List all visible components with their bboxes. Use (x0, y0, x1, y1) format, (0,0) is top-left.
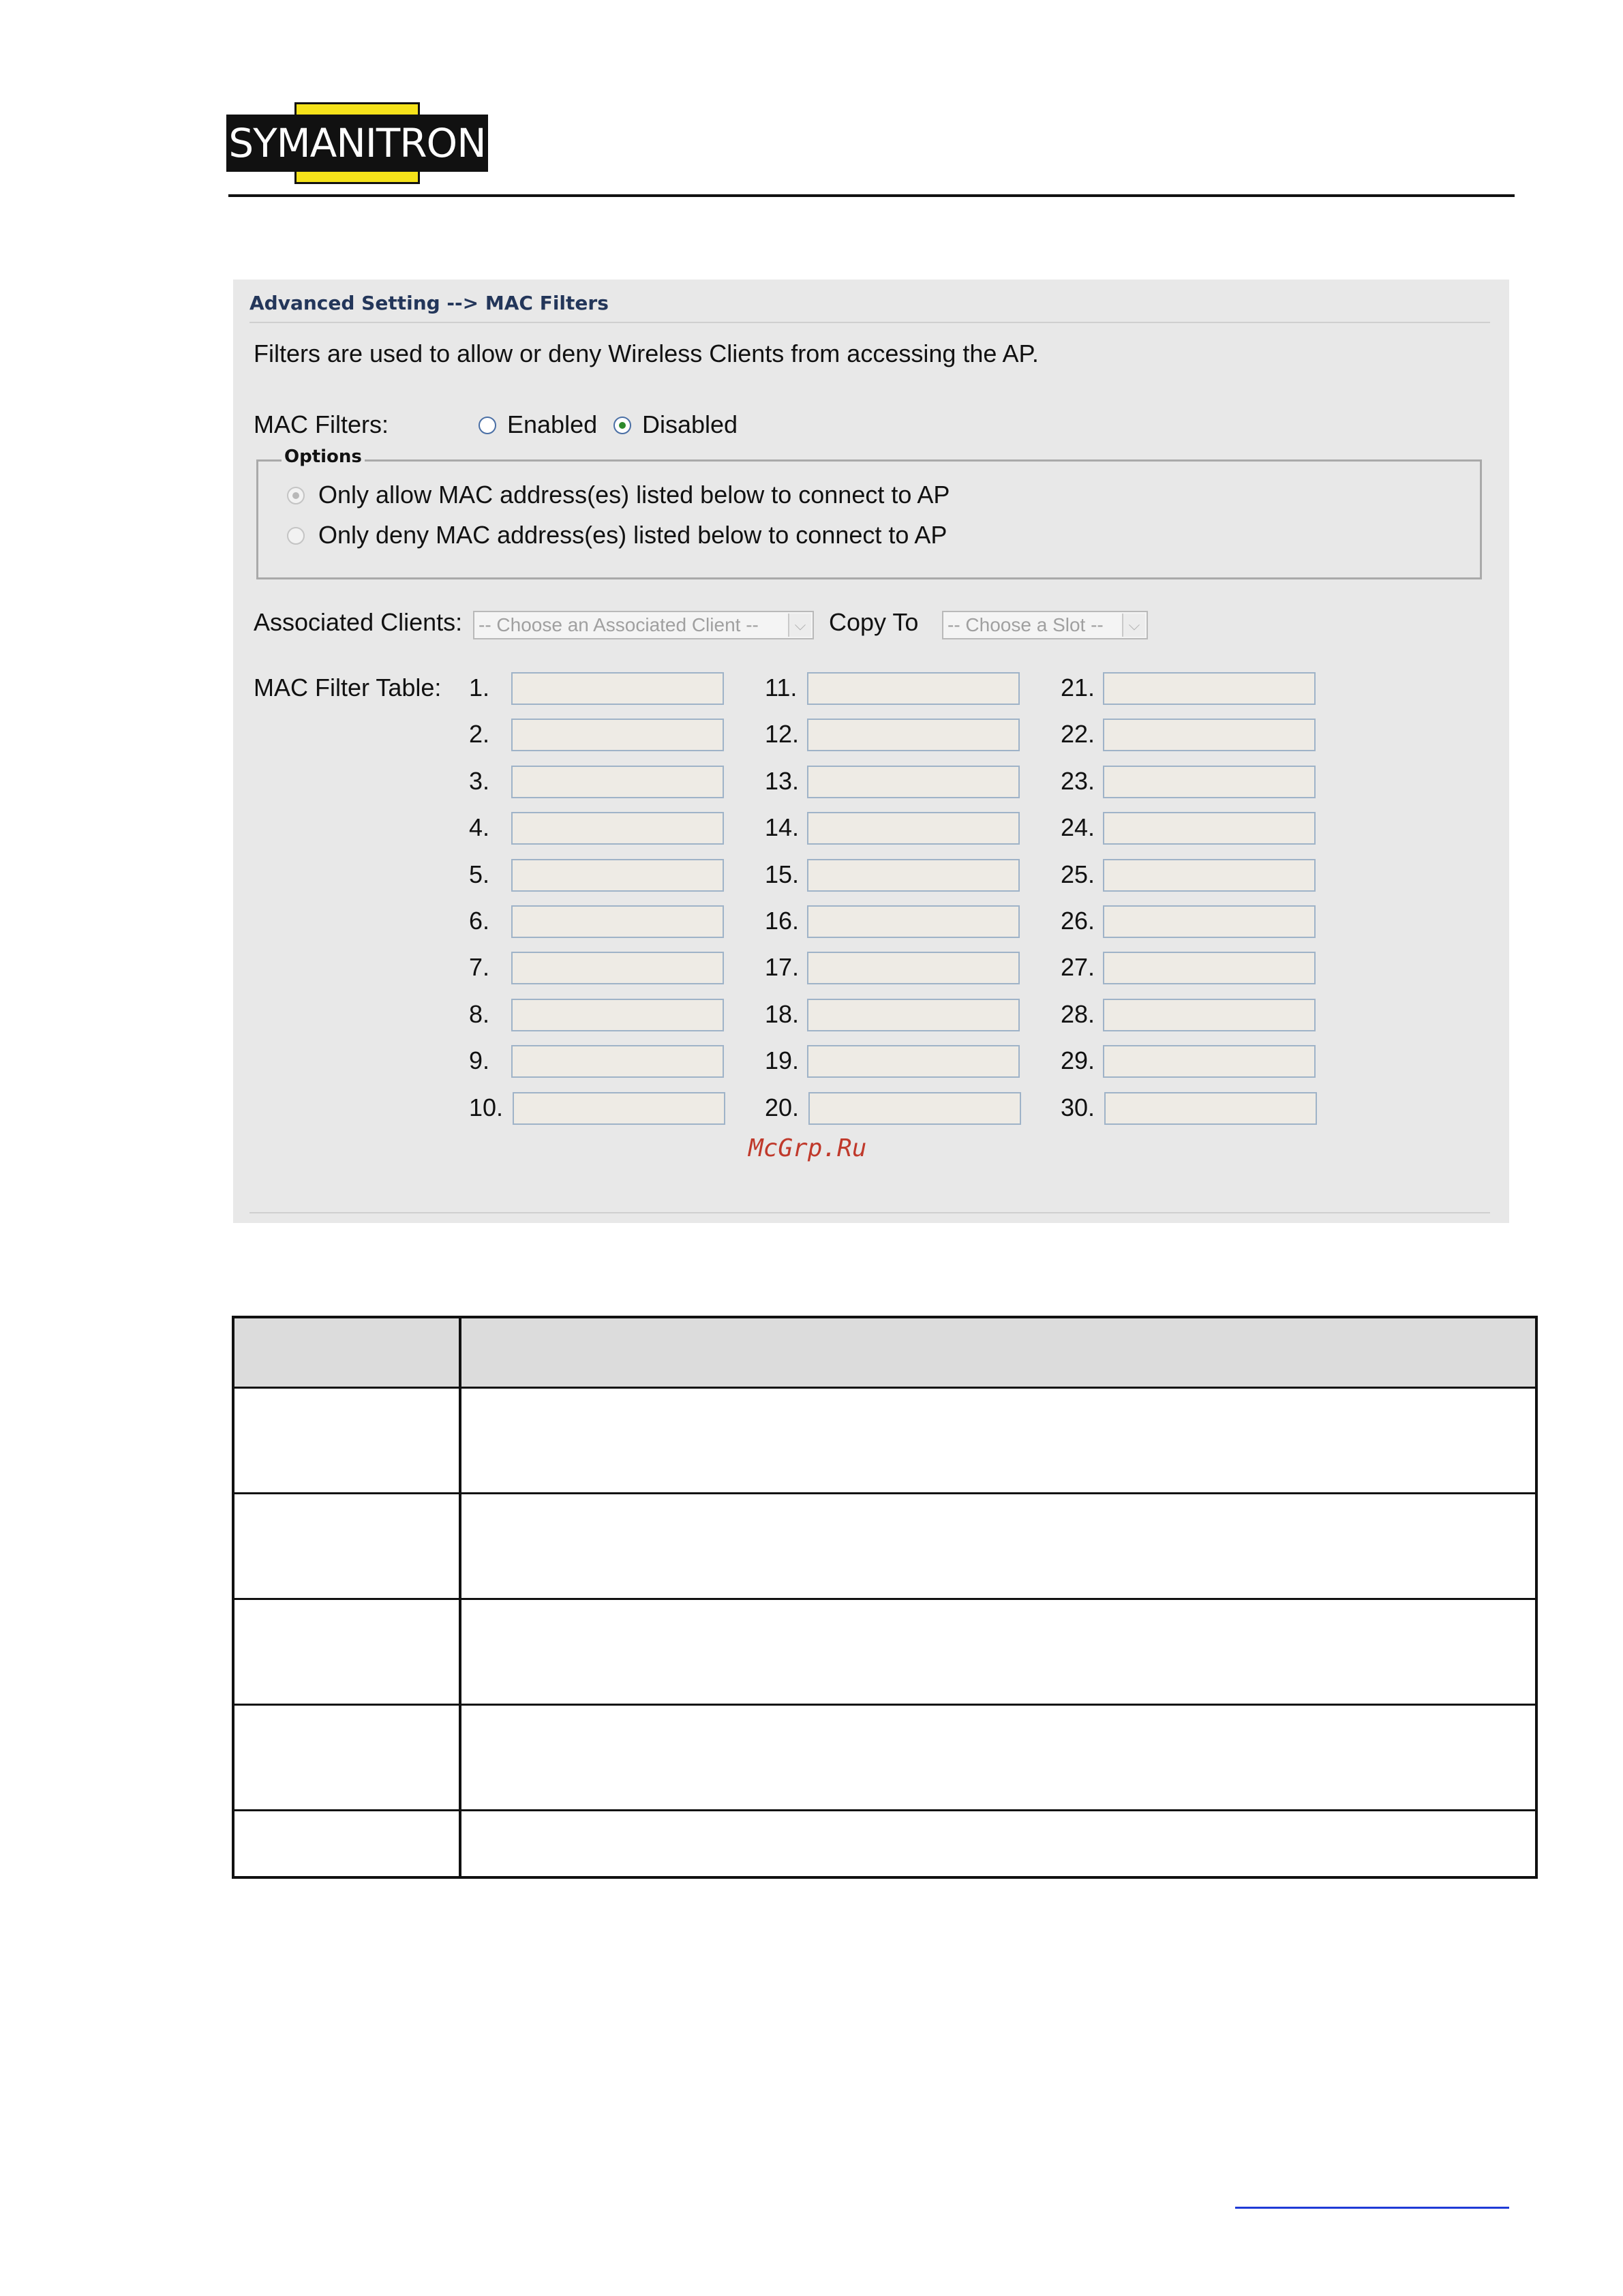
table-row (234, 1809, 1535, 1876)
slot-number: 6. (469, 907, 490, 935)
slot-number: 21. (1061, 674, 1095, 701)
mac-filters-panel (233, 280, 1509, 1223)
table-row (234, 1598, 1535, 1704)
mac-address-input[interactable] (1103, 766, 1316, 798)
mac-address-input[interactable] (511, 1045, 724, 1078)
mac-address-input[interactable] (1103, 672, 1316, 705)
mac-address-input[interactable] (807, 719, 1020, 751)
slot-number: 20. (765, 1093, 800, 1121)
panel-bottom-divider (249, 1212, 1490, 1213)
mac-address-input[interactable] (808, 1092, 1021, 1125)
table-row (234, 1704, 1535, 1809)
slot-select-value: -- Choose a Slot -- (947, 614, 1104, 635)
associated-client-select-value: -- Choose an Associated Client -- (479, 614, 759, 635)
description-table (232, 1316, 1538, 1879)
mac-filters-label: MAC Filters: (254, 410, 389, 438)
table-cell (234, 1494, 461, 1598)
slot-number: 23. (1061, 767, 1095, 795)
slot-select[interactable] (942, 611, 1148, 639)
chevron-down-icon: ⌵ (1122, 614, 1145, 637)
watermark: McGrp.Ru (748, 1134, 867, 1162)
mac-filter-table-label: MAC Filter Table: (254, 674, 442, 701)
disabled-label: Disabled (642, 410, 738, 438)
mac-address-input[interactable] (1103, 1045, 1316, 1078)
mac-address-input[interactable] (807, 952, 1020, 984)
table-row (234, 1492, 1535, 1598)
table-cell (461, 1706, 1535, 1809)
table-row (234, 1387, 1535, 1492)
slot-number: 18. (765, 1000, 800, 1028)
mac-address-input[interactable] (1103, 952, 1316, 984)
table-cell (461, 1811, 1535, 1876)
company-logo (226, 102, 488, 184)
slot-number: 25. (1061, 860, 1095, 888)
allow-label: Only allow MAC address(es) listed below to connect to AP (318, 481, 950, 509)
mac-address-input[interactable] (807, 766, 1020, 798)
mac-address-input[interactable] (511, 812, 724, 845)
table-cell (234, 1389, 461, 1492)
slot-number: 27. (1061, 953, 1095, 981)
slot-number: 16. (765, 907, 800, 935)
slot-number: 10. (469, 1093, 504, 1121)
slot-number: 24. (1061, 813, 1095, 841)
slot-number: 7. (469, 953, 490, 981)
mac-address-input[interactable] (511, 952, 724, 984)
table-header-cell (234, 1318, 461, 1387)
slot-number: 3. (469, 767, 490, 795)
slot-number: 2. (469, 720, 490, 748)
deny-label: Only deny MAC address(es) listed below to connect to AP (318, 521, 947, 549)
slot-number: 17. (765, 953, 800, 981)
mac-address-input[interactable] (1103, 719, 1316, 751)
copy-to-label: Copy To (829, 608, 919, 636)
mac-address-input[interactable] (1103, 999, 1316, 1031)
allow-radio[interactable] (287, 487, 305, 504)
mac-address-input[interactable] (807, 905, 1020, 938)
mac-address-input[interactable] (1103, 812, 1316, 845)
slot-number: 4. (469, 813, 490, 841)
table-cell (234, 1811, 461, 1876)
mac-address-input[interactable] (807, 812, 1020, 845)
slot-number: 28. (1061, 1000, 1095, 1028)
slot-number: 9. (469, 1046, 490, 1074)
slot-number: 1. (469, 674, 490, 701)
mac-address-input[interactable] (511, 766, 724, 798)
mac-address-input[interactable] (511, 719, 724, 751)
page-description: Filters are used to allow or deny Wireless Clients from accessing the AP. (254, 339, 1039, 367)
mac-address-input[interactable] (807, 1045, 1020, 1078)
associated-clients-label: Associated Clients: (254, 608, 463, 636)
slot-number: 11. (765, 674, 798, 701)
mac-address-input[interactable] (807, 672, 1020, 705)
table-cell (234, 1706, 461, 1809)
mac-address-input[interactable] (807, 999, 1020, 1031)
associated-client-select[interactable] (473, 611, 814, 639)
mac-address-input[interactable] (1103, 905, 1316, 938)
slot-number: 19. (765, 1046, 800, 1074)
mac-address-input[interactable] (513, 1092, 725, 1125)
options-legend: Options (282, 447, 365, 467)
page-title: Advanced Setting --> MAC Filters (249, 292, 609, 314)
mac-filters-row (254, 410, 1072, 440)
mac-address-input[interactable] (807, 859, 1020, 892)
associated-clients-row (254, 608, 1276, 642)
disabled-radio[interactable] (613, 417, 631, 434)
slot-number: 14. (765, 813, 800, 841)
mac-address-input[interactable] (1104, 1092, 1317, 1125)
table-header-cell (461, 1318, 1535, 1387)
slot-number: 8. (469, 1000, 490, 1028)
table-cell (461, 1494, 1535, 1598)
options-fieldset (256, 447, 1482, 579)
table-header-row (234, 1318, 1535, 1387)
table-cell (461, 1389, 1535, 1492)
slot-number: 5. (469, 860, 490, 888)
mac-address-input[interactable] (511, 905, 724, 938)
table-cell (461, 1600, 1535, 1704)
logo-text: SYMANITRON (228, 120, 486, 166)
mac-address-input[interactable] (511, 672, 724, 705)
slot-number: 12. (765, 720, 800, 748)
header-divider (228, 194, 1515, 197)
footer-link[interactable] (1235, 2207, 1509, 2209)
slot-number: 22. (1061, 720, 1095, 748)
slot-number: 26. (1061, 907, 1095, 935)
deny-radio[interactable] (287, 527, 305, 545)
enabled-radio[interactable] (479, 417, 496, 434)
mac-address-input[interactable] (511, 859, 724, 892)
slot-number: 13. (765, 767, 800, 795)
mac-address-input[interactable] (1103, 859, 1316, 892)
slot-number: 15. (765, 860, 800, 888)
table-cell (234, 1600, 461, 1704)
title-divider (249, 322, 1490, 323)
slot-number: 29. (1061, 1046, 1095, 1074)
slot-number: 30. (1061, 1093, 1095, 1121)
chevron-down-icon: ⌵ (788, 614, 811, 637)
enabled-label: Enabled (507, 410, 598, 438)
mac-address-input[interactable] (511, 999, 724, 1031)
